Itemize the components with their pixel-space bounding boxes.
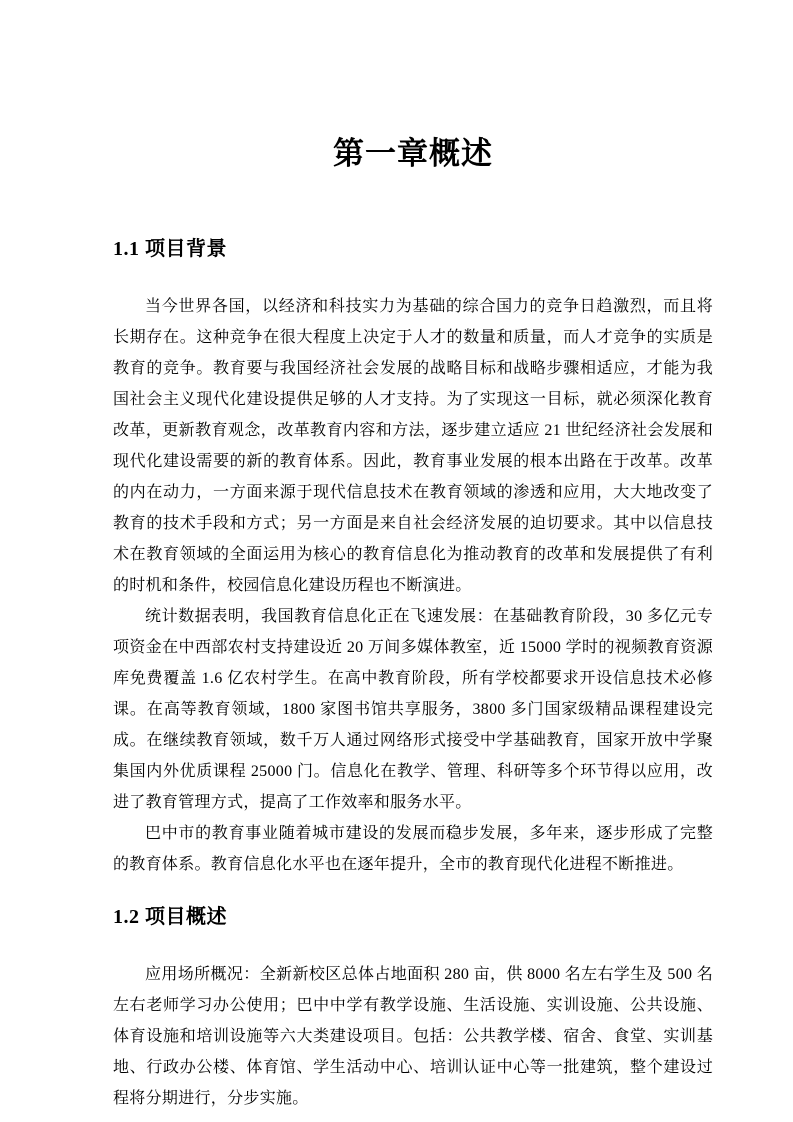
paragraph-project-background-1: 当今世界各国，以经济和科技实力为基础的综合国力的竞争日趋激烈，而且将长期存在。这种竞争在很大程度上决定于人才的数量和质量，而人才竞争的实质是教育的竞争。教育要与我国经济社会发展的战略目标和战略步骤相适应，才能为我国社会主义现代化建设提供足够的人才支持。为了实现这一目标，就必须深化教育改革，更新教育观念，改革教育内容和方法，逐步建立适应 21 世纪经济社会发展和现代化建设需要的新的教育体系。因此，教育事业发展的根本出路在于改革。改革的内在动力，一方面来源于现代信息技术在教育领域的渗透和应用，大大地改变了教育的技术手段和方式；另一方面是来自社会经济发展的迫切要求。其中以信息技术在教育领域的全面运用为核心的教育信息化为推动教育的改革和发展提供了有利的时机和条件，校园信息化建设历程也不断演进。 (113, 298, 713, 594)
section-heading-1-1: 1.1 项目背景 (113, 238, 227, 260)
chapter-title: 第一章概述 (333, 136, 493, 171)
section-heading-1-2: 1.2 项目概述 (113, 906, 227, 928)
paragraph-project-background-3: 巴中市的教育事业随着城市建设的发展而稳步发展，多年来，逐步形成了完整的教育体系。教育信息化水平也在逐年提升，全市的教育现代化进程不断推进。 (113, 825, 713, 873)
paragraph-project-background-2: 统计数据表明，我国教育信息化正在飞速发展：在基础教育阶段，30 多亿元专项资金在中西部农村支持建设近 20 万间多媒体教室，近 15000 学时的视频教育资源库免费覆盖 1.6 亿农村学生。在高中教育阶段，所有学校都要求开设信息技术必修课。在高等教育领域，1800 家图书馆共享服务，3800 多门国家级精品课程建设完成。在继续教育领域，数千万人通过网络形式接受中学基础教育，国家开放中学聚集国内外优质课程 25000 门。信息化在教学、管理、科研等多个环节得以应用，改进了教育管理方式，提高了工作效率和服务水平。 (113, 608, 713, 811)
paragraph-project-overview-1: 应用场所概况：全新新校区总体占地面积 280 亩，供 8000 名左右学生及 500 名左右老师学习办公使用；巴中中学有教学设施、生活设施、实训设施、公共设施、体育设施和培训设施等六大类建设项目。包括：公共教学楼、宿舍、食堂、实训基地、行政办公楼、体育馆、学生活动中心、培训认证中心等一批建筑，整个建设过程将分期进行，分步实施。 (113, 966, 713, 1107)
